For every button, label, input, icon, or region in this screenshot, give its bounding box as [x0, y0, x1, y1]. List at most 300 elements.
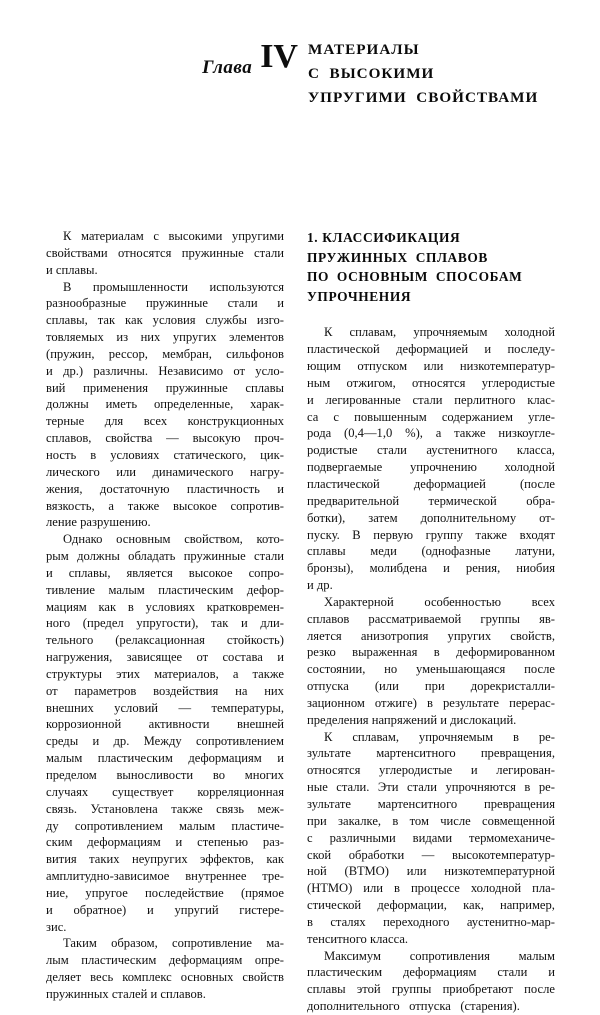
heading-spacer	[307, 306, 555, 324]
text-line	[46, 295, 284, 312]
text-line	[46, 396, 284, 413]
word: существует	[112, 784, 174, 799]
word: комплекс	[122, 970, 172, 985]
word: ду	[46, 818, 59, 833]
word: сопротивлением	[74, 818, 163, 833]
word: гистере-	[239, 902, 284, 917]
text-line	[307, 880, 555, 897]
text-line	[46, 683, 284, 700]
word: деформацией	[396, 342, 469, 357]
word: (релаксационная	[115, 633, 205, 648]
line-text: пределения напряжений и дислокаций.	[307, 712, 517, 727]
section-heading-line-2: ПРУЖИННЫХ СПЛАВОВ	[307, 249, 488, 265]
word: (или	[374, 679, 399, 694]
word: упрочняемым	[413, 325, 488, 340]
word: свойств	[242, 970, 284, 985]
text-line	[307, 459, 555, 476]
word: резко	[307, 645, 336, 660]
word: (прямое	[240, 885, 284, 900]
text-line	[307, 628, 555, 645]
word: Характерной	[324, 594, 394, 609]
word: разнообразные	[46, 296, 127, 311]
word: и	[46, 565, 53, 580]
word: углеродистые	[481, 375, 555, 390]
word: основным	[116, 532, 171, 547]
word: является	[126, 565, 173, 580]
word: службы	[205, 313, 247, 328]
word: ющим	[307, 359, 341, 374]
word: или	[116, 464, 136, 479]
word: случаях	[46, 784, 89, 799]
text-line	[46, 919, 284, 936]
word: группу	[425, 527, 463, 542]
text-line	[46, 514, 284, 531]
word: сопротивлением	[195, 734, 284, 749]
word: вязкость,	[46, 498, 95, 513]
word: числе	[440, 813, 471, 828]
word: особенностью	[424, 594, 502, 609]
word: этих	[116, 666, 141, 681]
word: переходного	[383, 914, 450, 929]
chapter-header	[0, 38, 600, 118]
word: и	[146, 902, 154, 917]
word: сплавы,	[46, 313, 88, 328]
word: дорекристалли-	[470, 679, 555, 694]
word: перерас-	[509, 695, 555, 710]
word: рассматриваемой	[368, 611, 462, 626]
word: пружинные	[183, 549, 246, 564]
word: и	[548, 965, 555, 980]
word: эффектов,	[200, 852, 254, 867]
word: весь	[90, 970, 114, 985]
word: яв-	[539, 611, 555, 626]
word: ным	[307, 375, 331, 390]
word: усло-	[255, 363, 284, 378]
word: деформированном	[456, 645, 555, 660]
word: сопротивления	[409, 948, 490, 963]
word: ние,	[46, 885, 69, 900]
text-line	[46, 868, 284, 885]
word: состоянии,	[307, 662, 366, 677]
word: —	[166, 431, 179, 446]
text-line	[307, 948, 555, 965]
word: воздействия	[153, 683, 219, 698]
word: %),	[405, 426, 423, 441]
text-line	[46, 969, 284, 986]
word: свойствами	[46, 245, 108, 260]
chapter-title-line-3: УПРУГИМИ СВОЙСТВАМИ	[308, 89, 539, 106]
text-line	[46, 447, 284, 464]
text-line	[46, 700, 284, 717]
word: тре-	[262, 869, 284, 884]
word: низкоугле-	[498, 426, 555, 441]
word: образом,	[111, 936, 158, 951]
text-line	[46, 935, 284, 952]
word: сопро-	[248, 565, 284, 580]
word: ниобия	[516, 561, 555, 576]
word: Однако	[63, 532, 103, 547]
text-line	[46, 481, 284, 498]
word: К	[324, 729, 333, 744]
word: температуры,	[211, 700, 284, 715]
word: так	[97, 313, 116, 328]
word: деформацией	[413, 476, 486, 491]
word: последу-	[507, 342, 555, 357]
text-line	[307, 611, 555, 628]
word: (пружин,	[46, 346, 95, 361]
word: приобретают	[442, 982, 513, 997]
word: группы	[391, 982, 432, 997]
word: пла-	[532, 881, 555, 896]
word: пластиче-	[231, 818, 284, 833]
text-line	[46, 851, 284, 868]
text-line	[46, 649, 284, 666]
word: для	[104, 414, 124, 429]
word: во	[212, 768, 226, 782]
word: структуры	[46, 666, 103, 681]
text-line	[46, 801, 284, 818]
section-heading-line-3: ПО ОСНОВНЫМ СПОСОБАМ	[307, 269, 523, 285]
word: конструкционных	[187, 414, 284, 429]
text-line	[307, 409, 555, 426]
word: ные	[307, 780, 328, 795]
word: сплавов	[307, 611, 350, 626]
text-line	[307, 695, 555, 712]
paragraph-r3	[307, 729, 555, 948]
word: —	[178, 700, 192, 715]
word: нагружения,	[46, 650, 113, 665]
word: и	[307, 392, 314, 407]
word: при	[424, 679, 445, 694]
text-line	[46, 632, 284, 649]
line-text: пружинных сталей и сплавов.	[46, 986, 206, 1001]
chapter-designation	[0, 38, 308, 98]
text-line	[46, 986, 284, 1003]
word: последействие	[144, 885, 224, 900]
word: Эти	[377, 780, 399, 795]
word: различными	[329, 830, 396, 845]
word: лым	[46, 953, 69, 968]
word: сплавы,	[68, 565, 111, 580]
word: свойства	[105, 431, 153, 446]
word: коррозионной	[46, 717, 122, 732]
word: предварительной	[307, 493, 400, 508]
text-line	[46, 262, 284, 279]
line-text: зис.	[46, 919, 67, 934]
word: холодной	[470, 881, 522, 896]
text-line	[307, 476, 555, 493]
text-line	[307, 510, 555, 527]
text-line	[307, 543, 555, 560]
word: степенью	[197, 835, 249, 850]
text-line	[46, 346, 284, 363]
word: условиях	[145, 599, 195, 614]
word: относятся	[117, 245, 172, 260]
text-line	[307, 594, 555, 611]
text-line	[307, 897, 555, 914]
word: опре-	[254, 953, 284, 968]
text-line	[46, 363, 284, 380]
word: лического	[46, 464, 100, 479]
text-line	[307, 981, 555, 998]
word: упругими	[231, 229, 284, 243]
word: также	[454, 426, 486, 441]
word: таких	[89, 852, 120, 867]
word: латуни,	[515, 544, 555, 559]
word: активности	[148, 717, 210, 732]
word: иметь	[105, 397, 138, 412]
right-column	[307, 228, 555, 1015]
word: товляемых	[46, 330, 104, 345]
word: пружинные	[165, 380, 228, 395]
text-line	[46, 767, 284, 784]
word: например,	[500, 898, 555, 913]
word: закалке,	[338, 813, 382, 828]
word: подвергаемые	[307, 460, 383, 475]
word: стали	[254, 245, 284, 260]
word: В	[63, 279, 72, 294]
word: после	[524, 982, 555, 997]
text-line	[46, 716, 284, 733]
word: (после	[519, 476, 555, 491]
word: отжиге)	[374, 695, 417, 710]
word: пластическим	[97, 751, 173, 766]
word: должны	[77, 549, 120, 564]
word: неупругих	[131, 852, 188, 867]
word: также	[127, 498, 160, 513]
text-line	[307, 661, 555, 678]
text-line	[46, 413, 284, 430]
word: в	[90, 447, 97, 462]
word: ность	[46, 447, 77, 462]
text-line	[46, 750, 284, 767]
word: тивление	[46, 582, 95, 597]
word: стали	[254, 549, 284, 564]
word: внутреннее	[185, 869, 247, 884]
word: после	[524, 662, 555, 677]
word: жения,	[46, 481, 83, 496]
word: как	[125, 313, 143, 328]
word: или	[363, 881, 384, 896]
word: пластическим	[307, 965, 383, 980]
word: параметров	[74, 683, 137, 698]
text-line	[307, 560, 555, 577]
word: входят	[519, 527, 555, 542]
word: сопротивление	[172, 936, 253, 951]
word: холодной	[504, 460, 555, 475]
word: раз-	[262, 835, 284, 850]
word: зависящее	[126, 650, 183, 665]
word: аустенитного	[426, 443, 498, 458]
word: угле-	[528, 409, 555, 424]
word: выносливости	[116, 768, 194, 782]
text-line	[46, 666, 284, 683]
word: терные	[46, 414, 85, 429]
paragraph-r4	[307, 948, 555, 1015]
text-line	[46, 784, 284, 801]
word: стической	[307, 898, 362, 913]
word: стали	[497, 965, 528, 980]
text-line	[307, 729, 555, 746]
word: упругий	[174, 902, 219, 917]
paragraph-r2	[307, 594, 555, 729]
word: выраженная	[352, 645, 418, 660]
word: процессе	[410, 881, 460, 896]
text-line	[46, 582, 284, 599]
text-line	[46, 834, 284, 851]
word: родистые	[307, 443, 358, 458]
word: относятся	[412, 375, 466, 390]
word: при	[307, 813, 327, 828]
text-line	[46, 430, 284, 447]
word: состава	[222, 650, 263, 665]
text-line	[307, 914, 555, 931]
word: связь.	[46, 801, 78, 816]
text-line	[46, 498, 284, 515]
line-text: и сплавы.	[46, 262, 98, 277]
word: низкотемператур-	[459, 359, 555, 374]
word: др.	[113, 734, 130, 749]
text-line	[307, 392, 555, 409]
word: ским	[46, 835, 73, 850]
text-line	[307, 813, 555, 830]
word: них	[140, 330, 161, 345]
word: высокое	[172, 498, 217, 513]
word: упругих	[447, 628, 492, 643]
word: обра-	[526, 493, 555, 508]
paragraph-p1	[46, 228, 284, 279]
word: и	[470, 763, 478, 778]
word: пружинные	[145, 296, 208, 311]
word: (ВТМО)	[344, 864, 389, 879]
word: и	[277, 650, 284, 665]
paragraph-p2	[46, 279, 284, 532]
word: обработки	[348, 847, 405, 862]
text-line	[46, 228, 284, 245]
chapter-word: Глава	[202, 57, 253, 78]
word: ляется	[307, 628, 342, 643]
line-text: тенситного класса.	[307, 931, 409, 946]
word: малым	[518, 948, 555, 963]
word: применения	[83, 380, 149, 395]
word: а	[232, 666, 239, 681]
word: ре-	[538, 729, 555, 744]
paragraph-r1	[307, 324, 555, 594]
text-line	[307, 998, 555, 1015]
section-heading-line-1: 1. КЛАССИФИКАЦИЯ	[307, 230, 461, 245]
text-line	[46, 279, 284, 296]
word: уменьшающаяся	[416, 662, 506, 677]
word: в	[524, 780, 531, 795]
word: от	[196, 650, 209, 665]
word: от	[46, 683, 58, 698]
word: относятся	[307, 763, 361, 778]
text-line	[307, 745, 555, 762]
word: мациям	[46, 599, 87, 614]
text-line	[307, 442, 555, 459]
word: класса,	[516, 443, 555, 458]
word: сплавы	[307, 544, 346, 559]
word: всех	[143, 414, 168, 429]
word: дли-	[260, 616, 284, 631]
word: сплавам,	[352, 729, 400, 744]
text-line	[307, 577, 555, 594]
word: обратное)	[73, 902, 127, 917]
word: высокотемператур-	[451, 847, 555, 862]
word: В	[352, 527, 361, 542]
word: отжигом,	[346, 375, 396, 390]
word: материалов,	[154, 666, 219, 681]
word: среды	[46, 734, 79, 749]
text-line	[307, 762, 555, 779]
word: Максимум	[324, 948, 381, 963]
word: малым	[46, 751, 83, 766]
word: в	[433, 645, 440, 660]
text-line	[46, 464, 284, 481]
word: и	[175, 835, 183, 850]
section-heading	[307, 228, 555, 306]
word: Независимо	[158, 363, 223, 378]
word: промышленности	[92, 279, 188, 294]
word: сильфонов	[226, 346, 284, 361]
word: сплавов,	[46, 431, 92, 446]
word: аустенитно-мар-	[466, 914, 555, 929]
word: затем	[368, 510, 398, 525]
text-line	[46, 902, 284, 919]
word: повышенным	[354, 409, 427, 424]
word: вития	[46, 852, 77, 867]
word: пластическим	[158, 582, 234, 597]
text-line	[46, 548, 284, 565]
word: кратковремен-	[206, 599, 284, 614]
word: материалам	[80, 229, 144, 243]
word: но	[384, 662, 398, 677]
word: тельного	[46, 633, 94, 648]
word: пластическим	[81, 953, 157, 968]
word: кото-	[256, 532, 284, 547]
word: динамического	[152, 464, 234, 479]
word: связь	[216, 801, 245, 816]
word: рым	[46, 549, 69, 564]
word: определенные,	[153, 397, 234, 412]
word: пуску.	[307, 527, 340, 542]
word: зультате	[307, 746, 352, 761]
word: должны	[46, 397, 89, 412]
word: корреляционная	[197, 784, 284, 799]
word: внешних	[46, 700, 94, 715]
text-line	[46, 952, 284, 969]
word: обладать	[128, 549, 176, 564]
text-line	[46, 380, 284, 397]
word: деформациям	[168, 953, 243, 968]
word: и	[277, 296, 284, 311]
word: совмещенной	[482, 813, 555, 828]
word: упругости),	[136, 616, 199, 631]
word: меди	[370, 544, 397, 559]
text-line	[46, 599, 284, 616]
line-text: и др.	[307, 578, 333, 593]
word: термической	[428, 493, 497, 508]
text-line	[307, 779, 555, 796]
word: дефор-	[246, 582, 284, 597]
word: др.)	[63, 363, 84, 378]
word: рода	[307, 426, 332, 441]
line-text: дополнительного отпуска (старения).	[307, 999, 520, 1014]
word: так	[211, 616, 229, 631]
text-line	[307, 375, 555, 392]
text-line	[307, 644, 555, 661]
word: амплитудно-зависимое	[46, 869, 170, 884]
